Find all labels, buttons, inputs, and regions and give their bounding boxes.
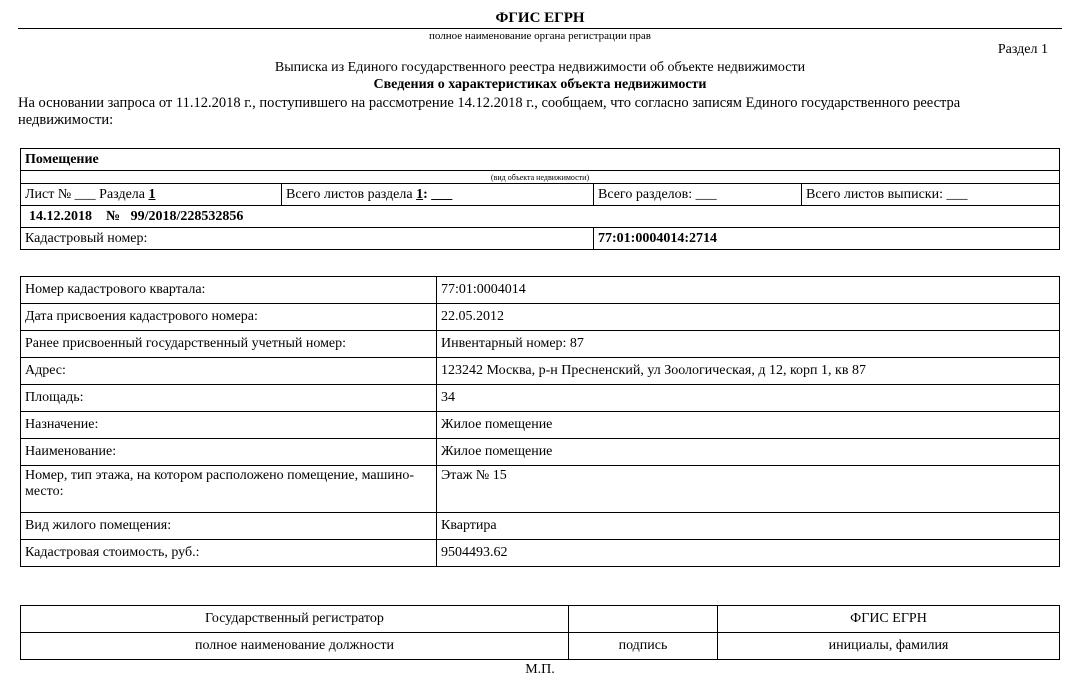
extract-date-number bbox=[21, 206, 1060, 228]
table-row bbox=[21, 466, 1060, 513]
row-label: Кадастровая стоимость, руб.: bbox=[21, 540, 437, 567]
total-sections: Всего разделов: ___ bbox=[594, 184, 802, 206]
object-type-caption: (вид объекта недвижимости) bbox=[21, 171, 1060, 184]
row-label: Номер кадастрового квартала: bbox=[21, 277, 437, 304]
row-value: 123242 Москва, р-н Пресненский, ул Зоологическая, д 12, корп 1, кв 87 bbox=[437, 358, 1060, 385]
table-row bbox=[21, 385, 1060, 412]
header-divider bbox=[18, 28, 1062, 29]
position-caption: полное наименование должности bbox=[21, 633, 569, 660]
object-type: Помещение bbox=[21, 149, 1060, 171]
total-sheets-cell bbox=[282, 184, 594, 206]
document-title: Выписка из Единого государственного реестра недвижимости об объекте недвижимости bbox=[274, 60, 806, 75]
cadastral-number-label: Кадастровый номер: bbox=[21, 228, 594, 250]
signature-table bbox=[20, 605, 1060, 660]
row-value: Квартира bbox=[437, 513, 1060, 540]
extract-number: 99/2018/228532856 bbox=[130, 208, 244, 224]
extract-date: 14.12.2018 bbox=[29, 208, 92, 224]
signature-caption: подпись bbox=[569, 633, 718, 660]
authority-caption: полное наименование органа регистрации прав bbox=[429, 30, 651, 42]
name-caption: инициалы, фамилия bbox=[718, 633, 1060, 660]
table-row bbox=[21, 358, 1060, 385]
row-label: Адрес: bbox=[21, 358, 437, 385]
total-sheets-label: Всего листов раздела bbox=[286, 186, 413, 202]
row-label: Наименование: bbox=[21, 439, 437, 466]
sheet-info-row bbox=[21, 184, 1060, 206]
total-sheets-number: 1 bbox=[416, 186, 424, 202]
row-value: Жилое помещение bbox=[437, 412, 1060, 439]
table-row bbox=[21, 331, 1060, 358]
row-value: 34 bbox=[437, 385, 1060, 412]
sheet-section-number: 1 bbox=[148, 186, 156, 202]
table-row bbox=[21, 277, 1060, 304]
row-value: 77:01:0004014 bbox=[437, 277, 1060, 304]
signature-field bbox=[569, 606, 718, 633]
table-row bbox=[21, 540, 1060, 567]
table-row bbox=[21, 412, 1060, 439]
row-label: Площадь: bbox=[21, 385, 437, 412]
row-label: Дата присвоения кадастрового номера: bbox=[21, 304, 437, 331]
registrar-name: ФГИС ЕГРН bbox=[718, 606, 1060, 633]
stamp-place: М.П. bbox=[525, 662, 555, 677]
row-value: 22.05.2012 bbox=[437, 304, 1060, 331]
intro-text: На основании запроса от 11.12.2018 г., поступившего на рассмотрение 14.12.2018 г., сообщаем, что согласно записям Единого государственного реестра недвижимости: bbox=[18, 95, 961, 128]
total-extract-sheets: Всего листов выписки: ___ bbox=[802, 184, 1060, 206]
registration-authority: ФГИС ЕГРН bbox=[495, 10, 585, 26]
sheet-number-label: Лист № ___ Раздела bbox=[25, 186, 145, 202]
object-info-table bbox=[20, 148, 1060, 250]
table-row bbox=[21, 304, 1060, 331]
row-value: Жилое помещение bbox=[437, 439, 1060, 466]
table-row bbox=[21, 439, 1060, 466]
row-value: Инвентарный номер: 87 bbox=[437, 331, 1060, 358]
number-sign: № bbox=[106, 208, 121, 224]
registrar-position: Государственный регистратор bbox=[21, 606, 569, 633]
section-label: Раздел 1 bbox=[997, 42, 1048, 57]
row-label: Назначение: bbox=[21, 412, 437, 439]
cadastral-number-value: 77:01:0004014:2714 bbox=[594, 228, 1060, 250]
characteristics-table bbox=[20, 276, 1060, 567]
row-label: Ранее присвоенный государственный учетный номер: bbox=[21, 331, 437, 358]
row-value: 9504493.62 bbox=[437, 540, 1060, 567]
row-label: Номер, тип этажа, на котором расположено помещение, машино-место: bbox=[21, 466, 437, 513]
row-value: Этаж № 15 bbox=[437, 466, 1060, 513]
sheet-number-cell bbox=[21, 184, 282, 206]
row-label: Вид жилого помещения: bbox=[21, 513, 437, 540]
table-row bbox=[21, 513, 1060, 540]
total-sheets-suffix: : ___ bbox=[423, 186, 453, 202]
document-subtitle: Сведения о характеристиках объекта недвижимости bbox=[373, 77, 707, 92]
